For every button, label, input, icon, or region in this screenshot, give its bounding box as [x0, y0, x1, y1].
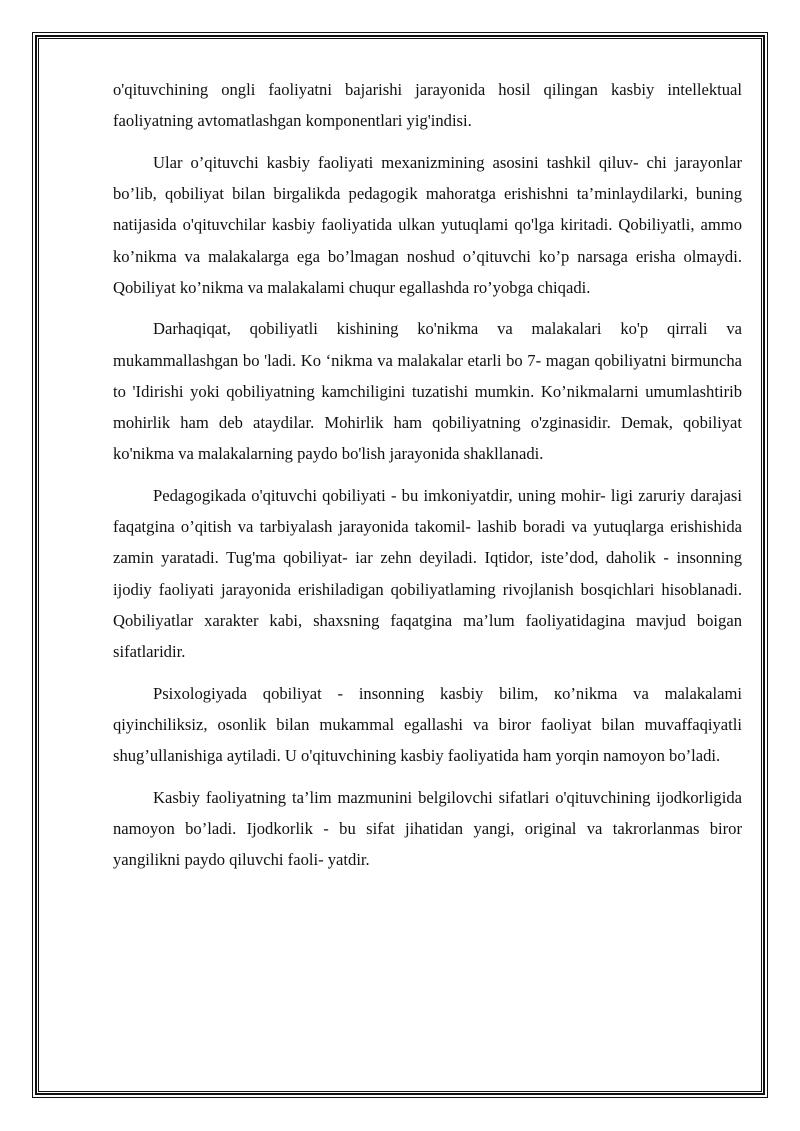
paragraph-4: Pedagogikada o'qituvchi qobiliyati - bu imkoniyatdir, uning mohir- ligi zaruriy darajasi faqatgina o’qitish va tarbiyalash jarayonida takomil- lashib boradi va yutuqlarga erishishida zamin yaratadi. Tug'ma qobiliyat- iar zehn deyiladi. Iqtidor, iste’dod, daholik - insonning ijodiy faoliyati jarayonida erishiladigan qobiliyatlaming rivojlanish bosqichlari hisoblanadi. Qobiliyatlar xarakter kabi, shaxsning faqatgina ma’lum faoliyatidagina mavjud boigan sifatlaridir. [113, 485, 742, 661]
document-body [113, 74, 742, 886]
paragraph-1: o'qituvchining ongli faoliyatni bajarishi jarayonida hosil qilingan kasbiy intellektual faoliyatning avtomatlashgan komponentlari yig'indisi. [113, 80, 742, 131]
paragraph-2: Ular o’qituvchi kasbiy faoliyati mexanizmining asosini tashkil qiluv- chi jarayonlar bo’lib, qobiliyat bilan birgalikda pedagogik mahoratga erishishni ta’minlaydilarki, buning natijasida o'qituvchilar kasbiy faoliyatida ulkan yutuqlami qo'lga kiritadi. Qobiliyatli, ammo ko’nikma va malakalarga ega bo’lmagan noshud o’qituvchi ko’p narsaga erisha olmaydi. Qobiliyat ko’nikma va malakalami chuqur egallashda ro’yobga chiqadi. [113, 152, 742, 297]
paragraph-5: Psixologiyada qobiliyat - insonning kasbiy bilim, кo’nikma va malakalami qiyinchiliksiz, osonlik bilan mukammal egallashi va biror faoliyat bilan muvaffaqiyatli shug’ullanishiga aytiladi. U o'qituvchining kasbiy faoliyatida ham yorqin namoyon bo’ladi. [113, 683, 742, 766]
paragraph-3: Darhaqiqat, qobiliyatli kishining ko'nikma va malakalari ko'p qirrali va mukammallashgan bo 'ladi. Ko ‘nikma va malakalar etarli bo 7- magan qobiliyatni birmuncha to 'Idirishi yoki qobiliyatning kamchiligini tuzatishi mumkin. Ko’nikmalarni umumlashtirib mohirlik ham deb ataydilar. Mohirlik ham qobiliyatning o'zginasidir. Demak, qobiliyat ko'nikma va malakalarning paydo bo'lish jarayonida shakllanadi. [113, 319, 742, 464]
paragraph-6: Kasbiy faoliyatning ta’lim mazmunini belgilovchi sifatlari o'qituvchining ijodkorligida namoyon bo’ladi. Ijodkorlik - bu sifat jihatidan yangi, original va takrorlanmas biror yangilikni paydo qiluvchi faoli- yatdir. [113, 787, 742, 870]
